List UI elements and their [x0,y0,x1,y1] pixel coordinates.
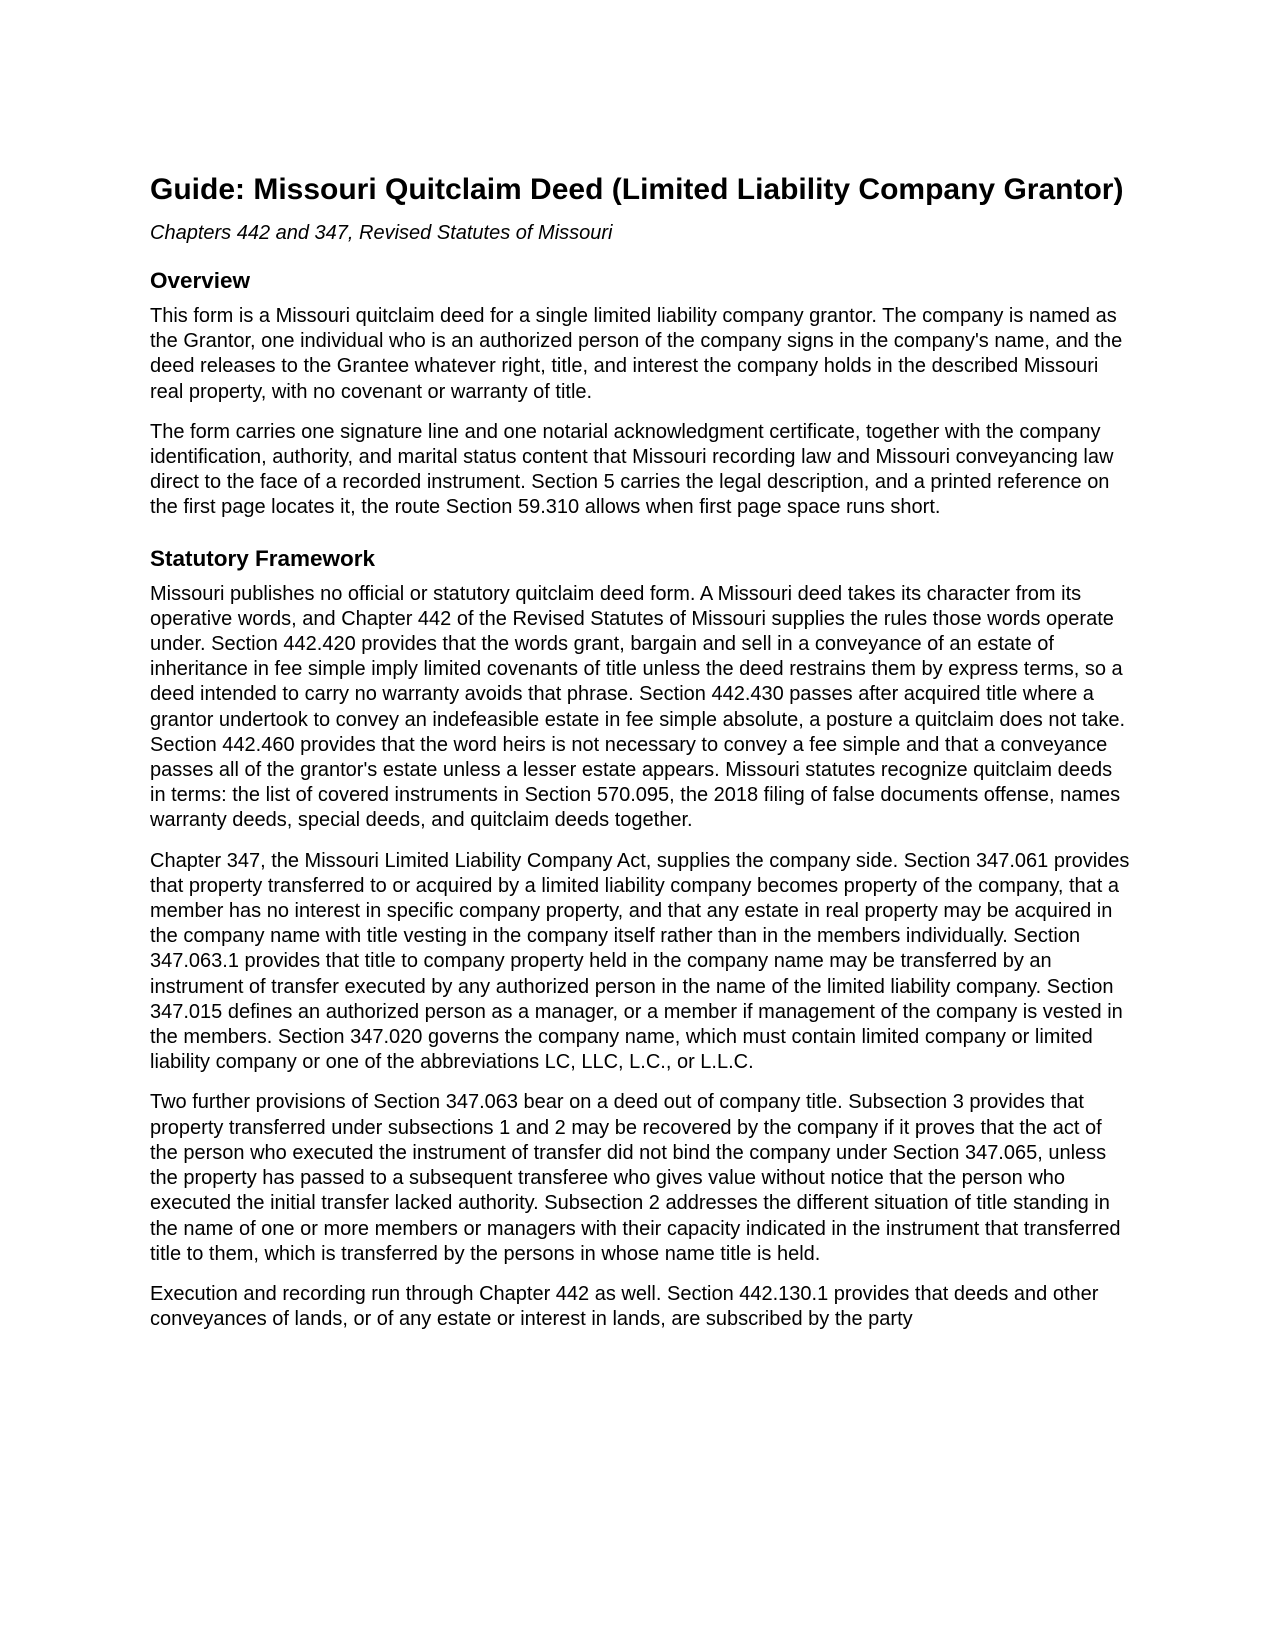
framework-paragraph-4: Execution and recording run through Chapter 442 as well. Section 442.130.1 provides that deeds and other conveyances of lands, or of any estate or interest in lands, are subscribed by the party [150,1282,1099,1331]
framework-paragraph-2: Chapter 347, the Missouri Limited Liability Company Act, supplies the company side. Section 347.061 provides that property transferred to or acquired by a limited liability company becomes property of the company, that a member has no interest in specific company property, and that any estate in real property may be acquired in the company name with title vesting in the company itself rather than in the members individually. Section 347.063.1 provides that title to company property held in the company name may be transferred by an instrument of transfer executed by any authorized person in the name of the limited liability company. Section 347.015 defines an authorized person as a manager, or a member if management of the company is vested in the members. Section 347.020 governs the company name, which must contain limited company or limited liability company or one of the abbreviations LC, LLC, L.C., or L.L.C. [150,849,1130,1074]
framework-paragraph-3: Two further provisions of Section 347.063 bear on a deed out of company title. Subsection 3 provides that property transferred under subsections 1 and 2 may be recovered by the company if it proves that the act of the person who executed the instrument of transfer did not bind the company under Section 347.065, unless the property has passed to a subsequent transferee who gives value without notice that the person who executed the initial transfer lacked authority. Subsection 2 addresses the different situation of title standing in the name of one or more members or managers with their capacity indicated in the instrument that transferred title to them, which is transferred by the persons in whose name title is held. [150,1091,1121,1265]
document-subtitle: Chapters 442 and 347, Revised Statutes of Missouri [150,222,613,244]
document-title: Guide: Missouri Quitclaim Deed (Limited Liability Company Grantor) [150,173,1124,206]
overview-paragraph-2: The form carries one signature line and one notarial acknowledgment certificate, together with the company identification, authority, and marital status content that Missouri recording law and Missouri conveyancing law direct to the face of a recorded instrument. Section 5 carries the legal description, and a printed reference on the first page locates it, the route Section 59.310 allows when first page space runs short. [150,420,1114,519]
framework-paragraph-1: Missouri publishes no official or statutory quitclaim deed form. A Missouri deed takes its character from its operative words, and Chapter 442 of the Revised Statutes of Missouri supplies the rules those words operate under. Section 442.420 provides that the words grant, bargain and sell in a conveyance of an estate of inheritance in fee simple imply limited covenants of title unless the deed restrains them by express terms, so a deed intended to carry no warranty avoids that phrase. Section 442.430 passes after acquired title where a grantor undertook to convey an indefeasible estate in fee simple absolute, a posture a quitclaim does not take. Section 442.460 provides that the word heirs is not necessary to convey a fee simple and that a conveyance passes all of the grantor's estate unless a lesser estate appears. Missouri statutes recognize quitclaim deeds in terms: the list of covered instruments in Section 570.095, the 2018 filing of false documents offense, names warranty deeds, special deeds, and quitclaim deeds together. [150,582,1126,832]
section-heading-overview: Overview [150,268,251,293]
document-page [150,172,1130,1347]
section-heading-statutory-framework: Statutory Framework [150,545,376,571]
overview-paragraph-1: This form is a Missouri quitclaim deed for a single limited liability company grantor. The company is named as the Grantor, one individual who is an authorized person of the company signs in the company's name, and the deed releases to the Grantee whatever right, title, and interest the company holds in the described Missouri real property, with no covenant or warranty of title. [150,305,1123,403]
